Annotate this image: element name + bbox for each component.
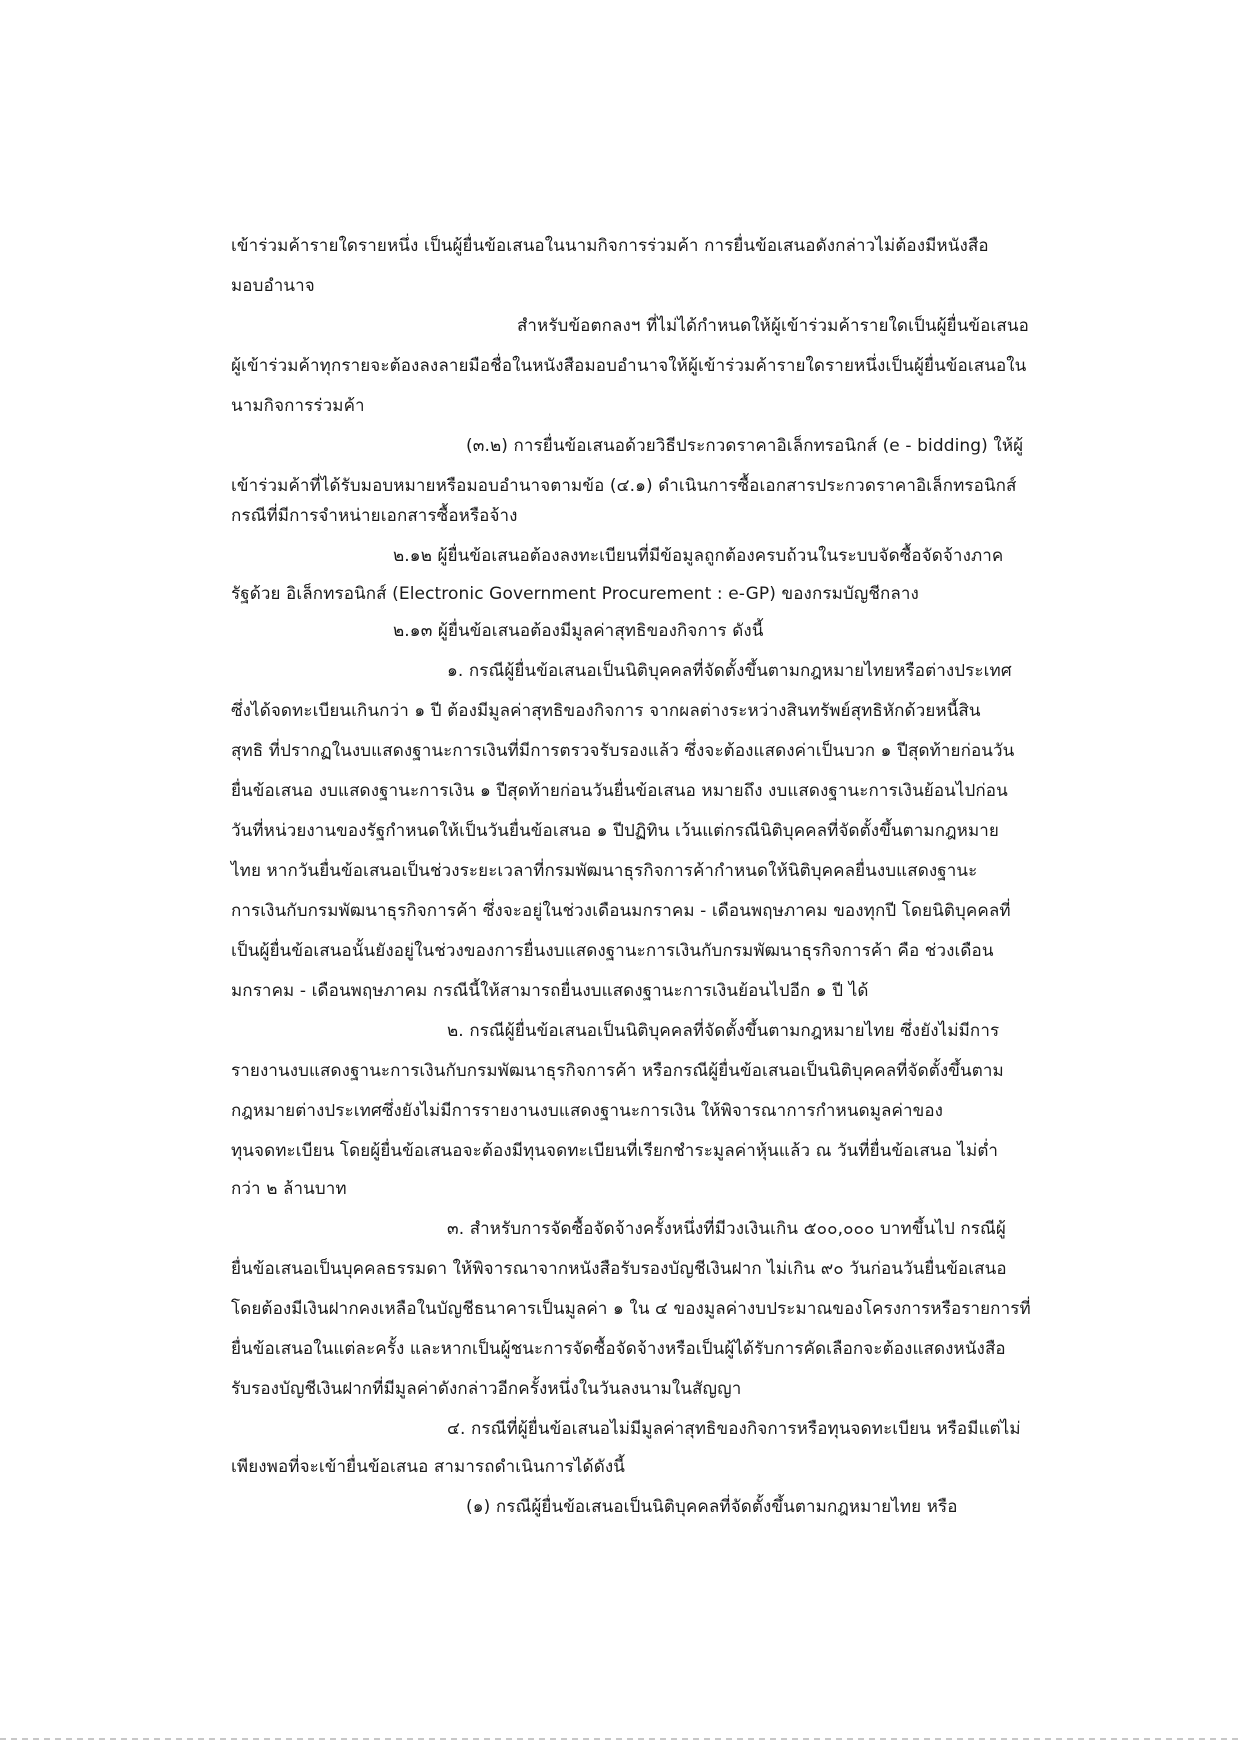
text-line: ยื่นข้อเสนอในแต่ละครั้ง และหากเป็นผู้ชนะการจัดซื้อจัดจ้างหรือเป็นผู้ได้รับการคัดเลือกจะต้องแสดงหนังสือ bbox=[231, 1339, 1006, 1359]
text-line: ซึ่งได้จดทะเบียนเกินกว่า ๑ ปี ต้องมีมูลค่าสุทธิของกิจการ จากผลต่างระหว่างสินทรัพย์สุทธิหักด้วยหนี้สิน bbox=[231, 701, 981, 721]
text-line: เข้าร่วมค้ารายใดรายหนึ่ง เป็นผู้ยื่นข้อเสนอในนามกิจการร่วมค้า การยื่นข้อเสนอดังกล่าวไม่ต้องมีหนังสือ bbox=[231, 236, 989, 256]
text-line: ๑. กรณีผู้ยื่นข้อเสนอเป็นนิติบุคคลที่จัดตั้งขึ้นตามกฎหมายไทยหรือต่างประเทศ bbox=[447, 661, 1012, 681]
text-line: รับรองบัญชีเงินฝากที่มีมูลค่าดังกล่าวอีกครั้งหนึ่งในวันลงนามในสัญญา bbox=[231, 1379, 742, 1399]
text-line: การเงินกับกรมพัฒนาธุรกิจการค้า ซึ่งจะอยู่ในช่วงเดือนมกราคม - เดือนพฤษภาคม ของทุกปี โดยนิติบุคคลที่ bbox=[231, 901, 1011, 921]
text-line: รายงานงบแสดงฐานะการเงินกับกรมพัฒนาธุรกิจการค้า หรือกรณีผู้ยื่นข้อเสนอเป็นนิติบุคคลที่จัดตั้งขึ้นตาม bbox=[231, 1061, 1004, 1081]
text-line: ๒.๑๒ ผู้ยื่นข้อเสนอต้องลงทะเบียนที่มีข้อมูลถูกต้องครบถ้วนในระบบจัดซื้อจัดจ้างภาค bbox=[393, 546, 1004, 566]
text-line: ผู้เข้าร่วมค้าทุกรายจะต้องลงลายมือชื่อในหนังสือมอบอำนาจให้ผู้เข้าร่วมค้ารายใดรายหนึ่งเป็นผู้ยื่นข้อเสนอใน bbox=[231, 356, 1027, 376]
text-line: นามกิจการร่วมค้า bbox=[231, 396, 365, 416]
text-line: ๒.๑๓ ผู้ยื่นข้อเสนอต้องมีมูลค่าสุทธิของกิจการ ดังนี้ bbox=[393, 621, 764, 641]
text-line: มกราคม - เดือนพฤษภาคม กรณีนี้ให้สามารถยื่นงบแสดงฐานะการเงินย้อนไปอีก ๑ ปี ได้ bbox=[231, 981, 869, 1001]
text-line: ยื่นข้อเสนอเป็นบุคคลธรรมดา ให้พิจารณาจากหนังสือรับรองบัญชีเงินฝาก ไม่เกิน ๙๐ วันก่อนวันยื่นข้อเสนอ bbox=[231, 1259, 1007, 1279]
text-line: เป็นผู้ยื่นข้อเสนอนั้นยังอยู่ในช่วงของการยื่นงบแสดงฐานะการเงินกับกรมพัฒนาธุรกิจการค้า คือ ช่วงเดือน bbox=[231, 941, 994, 961]
text-line: ๓. สำหรับการจัดซื้อจัดจ้างครั้งหนึ่งที่มีวงเงินเกิน ๕๐๐,๐๐๐ บาทขึ้นไป กรณีผู้ bbox=[447, 1219, 1006, 1239]
text-line: ทุนจดทะเบียน โดยผู้ยื่นข้อเสนอจะต้องมีทุนจดทะเบียนที่เรียกชำระมูลค่าหุ้นแล้ว ณ วันที่ยื่นข้อเสนอ ไม่ต่ำ bbox=[231, 1141, 999, 1161]
text-line: กรณีที่มีการจำหน่ายเอกสารซื้อหรือจ้าง bbox=[231, 506, 518, 526]
text-line: กว่า ๒ ล้านบาท bbox=[231, 1179, 347, 1199]
text-line: มอบอำนาจ bbox=[231, 276, 315, 296]
text-line: ๔. กรณีที่ผู้ยื่นข้อเสนอไม่มีมูลค่าสุทธิของกิจการหรือทุนจดทะเบียน หรือมีแต่ไม่ bbox=[447, 1419, 1021, 1439]
text-line: (๓.๒) การยื่นข้อเสนอด้วยวิธีประกวดราคาอิเล็กทรอนิกส์ (e - bidding) ให้ผู้ bbox=[466, 436, 1024, 456]
text-line: สุทธิ ที่ปรากฏในงบแสดงฐานะการเงินที่มีการตรวจรับรองแล้ว ซึ่งจะต้องแสดงค่าเป็นบวก ๑ ปีสุดท้ายก่อนวัน bbox=[231, 741, 1015, 761]
text-line: โดยต้องมีเงินฝากคงเหลือในบัญชีธนาคารเป็นมูลค่า ๑ ใน ๔ ของมูลค่างบประมาณของโครงการหรือรายการที่ bbox=[231, 1299, 1031, 1319]
text-line: ไทย หากวันยื่นข้อเสนอเป็นช่วงระยะเวลาที่กรมพัฒนาธุรกิจการค้ากำหนดให้นิติบุคคลยื่นงบแสดงฐานะ bbox=[231, 861, 978, 881]
text-line: กฎหมายต่างประเทศซึ่งยังไม่มีการรายงานงบแสดงฐานะการเงิน ให้พิจารณาการกำหนดมูลค่าของ bbox=[231, 1101, 944, 1121]
text-line: วันที่หน่วยงานของรัฐกำหนดให้เป็นวันยื่นข้อเสนอ ๑ ปีปฏิทิน เว้นแต่กรณีนิติบุคคลที่จัดตั้งขึ้นตามกฎหมาย bbox=[231, 821, 999, 841]
text-line: เข้าร่วมค้าที่ได้รับมอบหมายหรือมอบอำนาจตามข้อ (๔.๑) ดำเนินการซื้อเอกสารประกวดราคาอิเล็กทรอนิกส์ bbox=[231, 476, 1017, 496]
text-line: ยื่นข้อเสนอ งบแสดงฐานะการเงิน ๑ ปีสุดท้ายก่อนวันยื่นข้อเสนอ หมายถึง งบแสดงฐานะการเงินย้อนไปก่อน bbox=[231, 781, 1008, 801]
scan-edge-divider bbox=[0, 1738, 1240, 1740]
text-line: (๑) กรณีผู้ยื่นข้อเสนอเป็นนิติบุคคลที่จัดตั้งขึ้นตามกฎหมายไทย หรือ bbox=[466, 1497, 958, 1517]
text-line: รัฐด้วย อิเล็กทรอนิกส์ (Electronic Government Procurement : e-GP) ของกรมบัญชีกลาง bbox=[231, 584, 919, 604]
text-line: สำหรับข้อตกลงฯ ที่ไม่ได้กำหนดให้ผู้เข้าร่วมค้ารายใดเป็นผู้ยื่นข้อเสนอ bbox=[517, 316, 1029, 336]
text-line: ๒. กรณีผู้ยื่นข้อเสนอเป็นนิติบุคคลที่จัดตั้งขึ้นตามกฎหมายไทย ซึ่งยังไม่มีการ bbox=[447, 1021, 1000, 1041]
text-line: เพียงพอที่จะเข้ายื่นข้อเสนอ สามารถดำเนินการได้ดังนี้ bbox=[231, 1457, 625, 1477]
